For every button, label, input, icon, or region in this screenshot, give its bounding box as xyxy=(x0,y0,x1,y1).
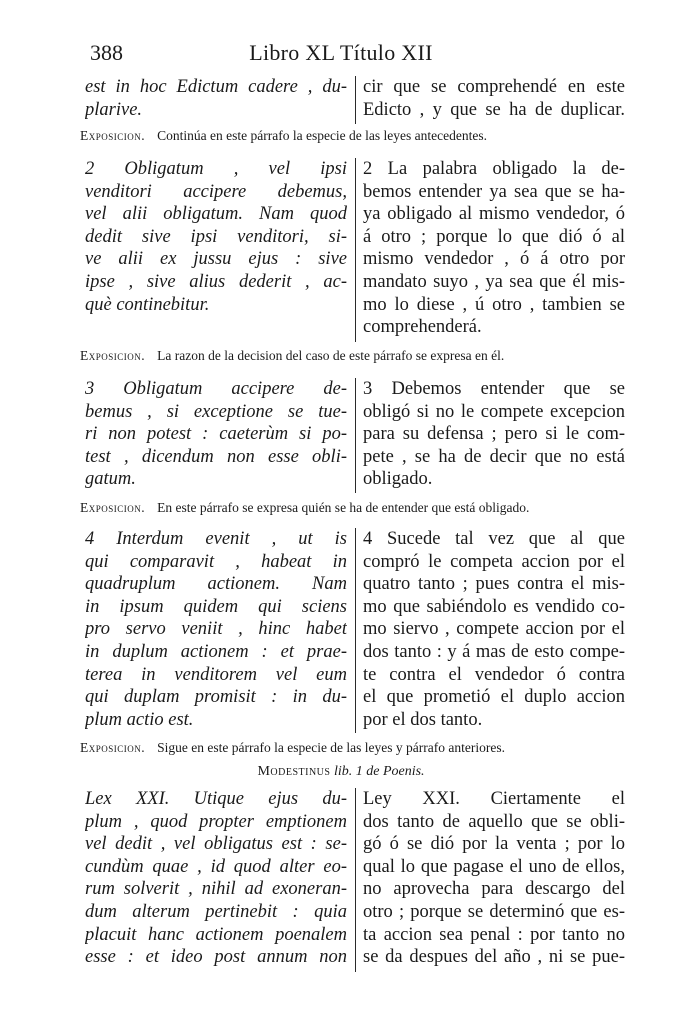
latin-line: in duplum actionem : et prae- xyxy=(85,641,347,662)
latin-line: Lex XXI. Utique ejus du- xyxy=(85,789,347,809)
spanish-line: gó ó se dió por la venta ; por lo xyxy=(363,834,625,855)
spanish-line: bemos entender ya sea que se ha- xyxy=(363,181,625,202)
latin-line: ri non potest : caeterùm si po- xyxy=(85,424,347,445)
latin-column-lex xyxy=(85,788,347,969)
spanish-line: cir que se comprehendé en este xyxy=(363,77,625,97)
spanish-line: dos tanto de aquello que se obli- xyxy=(363,811,625,832)
spanish-column-intro xyxy=(363,76,625,121)
latin-line: dedit sive ipsi venditori, si- xyxy=(85,226,347,247)
latin-line: pro servo veniit , hinc habet xyxy=(85,619,347,640)
spanish-line: para su defensa ; pero si le com- xyxy=(363,424,625,445)
source-reference: lib. 1 de Poenis. xyxy=(333,764,425,779)
exposicion-note xyxy=(80,500,632,516)
latin-line: qui comparavit , habeat in xyxy=(85,551,347,572)
spanish-column-4 xyxy=(363,528,625,731)
spanish-line: mo siervo , compete accion por el xyxy=(363,619,625,640)
spanish-line: á otro ; porque lo que dió ó al xyxy=(363,226,625,247)
spanish-line: quatro tanto ; pues contra el mis- xyxy=(363,574,625,595)
latin-line: vel alii obligatum. Nam quod xyxy=(85,204,347,225)
latin-line: esse : et ideo post annum non xyxy=(85,947,347,968)
column-divider xyxy=(355,788,356,972)
spanish-line: otro ; porque se determinó que es- xyxy=(363,901,625,922)
spanish-line: mandato suyo , ya sea que él mis- xyxy=(363,271,625,292)
latin-line: rum solverit , nihil ad exoneran- xyxy=(85,879,347,900)
spanish-line: Edicto , y que se ha de duplicar. xyxy=(363,99,625,120)
latin-line: placuit hanc actionem poenalem xyxy=(85,924,347,945)
running-title: Libro XL Título XII xyxy=(249,40,433,65)
exposicion-label: Exposicion. xyxy=(80,348,146,363)
spanish-line: 4 Sucede tal vez que al que xyxy=(363,529,625,549)
spanish-line: ta accion sea penal : por tanto no xyxy=(363,924,625,945)
exposicion-note xyxy=(80,740,632,756)
column-divider xyxy=(355,528,356,733)
latin-line: bemus , si exceptione se tue- xyxy=(85,401,347,422)
column-divider xyxy=(355,158,356,342)
latin-line: plum , quod propter emptionem xyxy=(85,811,347,832)
spanish-line: dos tanto : y á mas de esto compe- xyxy=(363,641,625,662)
spanish-column-lex xyxy=(363,788,625,969)
latin-column-2 xyxy=(85,158,347,316)
latin-line: ve alii ex jussu ejus : sive xyxy=(85,249,347,270)
spanish-line: pete , se ha de decir que no está xyxy=(363,446,625,467)
source-heading xyxy=(0,764,682,780)
latin-line: in ipsum quidem qui sciens xyxy=(85,596,347,617)
spanish-line: el que prometió el duplo accion xyxy=(363,687,625,708)
latin-column-3 xyxy=(85,378,347,491)
spanish-line: mo que sabiéndolo es vendido co- xyxy=(363,596,625,617)
latin-line: ipse , sive alius dederit , ac- xyxy=(85,271,347,292)
latin-line: 3 Obligatum accipere de- xyxy=(85,379,347,399)
latin-column-4 xyxy=(85,528,347,731)
spanish-line: mismo vendedor , ó á otro por xyxy=(363,249,625,270)
spanish-column-2 xyxy=(363,158,625,339)
latin-line: est in hoc Edictum cadere , du- xyxy=(85,77,347,97)
spanish-line: comprehenderá. xyxy=(363,317,482,338)
spanish-line: obligado. xyxy=(363,469,433,490)
exposicion-label: Exposicion. xyxy=(80,500,146,515)
spanish-line: no aprovecha para descargo del xyxy=(363,879,625,900)
exposicion-note xyxy=(80,348,632,364)
exposicion-label: Exposicion. xyxy=(80,740,146,755)
spanish-line: 3 Debemos entender que se xyxy=(363,379,625,399)
latin-line: quadruplum actionem. Nam xyxy=(85,574,347,595)
latin-line: venditori accipere debemus, xyxy=(85,181,347,202)
spanish-line: ya obligado al mismo vendedor, ó xyxy=(363,204,625,225)
spanish-line: obligó si no le compete excepcion xyxy=(363,401,625,422)
spanish-line: qual lo que pagase el uno de ellos, xyxy=(363,856,625,877)
latin-line: cundùm quae , id quod alter eo- xyxy=(85,856,347,877)
spanish-column-3 xyxy=(363,378,625,491)
spanish-line: se da despues del año , ni se pue- xyxy=(363,947,625,968)
latin-line: qui duplam promisit : in du- xyxy=(85,687,347,708)
spanish-line: mo lo diese , ú otro , tambien se xyxy=(363,294,625,315)
exposicion-text: Sigue en este párrafo la especie de las leyes y párrafo anteriores. xyxy=(157,740,505,755)
exposicion-text: La razon de la decision del caso de este párrafo se expresa en él. xyxy=(157,348,505,363)
spanish-line: compró le competa accion por el xyxy=(363,551,625,572)
latin-line: test , dicendum non esse obli- xyxy=(85,446,347,467)
spanish-line: 2 La palabra obligado la de- xyxy=(363,159,625,179)
spanish-line: Ley XXI. Ciertamente el xyxy=(363,789,625,809)
page-number: 388 xyxy=(90,40,123,65)
column-divider xyxy=(355,76,356,124)
spanish-line: te contra el vendedor ó contra xyxy=(363,664,625,685)
source-author: Modestinus xyxy=(257,764,331,779)
latin-line: 4 Interdum evenit , ut is xyxy=(85,529,347,549)
latin-line: plum actio est. xyxy=(85,709,194,730)
latin-line: què continebitur. xyxy=(85,294,210,315)
exposicion-note xyxy=(80,128,632,144)
latin-column-intro xyxy=(85,76,347,121)
latin-line: terea in venditorem vel eum xyxy=(85,664,347,685)
latin-line: vel dedit , vel obligatus est : se- xyxy=(85,834,347,855)
latin-line: dum alterum pertinebit : quia xyxy=(85,901,347,922)
latin-line: gatum. xyxy=(85,469,136,490)
exposicion-label: Exposicion. xyxy=(80,128,146,143)
latin-line: 2 Obligatum , vel ipsi xyxy=(85,159,347,179)
latin-line: plarive. xyxy=(85,99,143,120)
exposicion-text: Continúa en este párrafo la especie de las leyes antecedentes. xyxy=(157,128,487,143)
spanish-line: por el dos tanto. xyxy=(363,709,483,730)
column-divider xyxy=(355,378,356,493)
exposicion-text: En este párrafo se expresa quién se ha de entender que está obligado. xyxy=(157,500,530,515)
